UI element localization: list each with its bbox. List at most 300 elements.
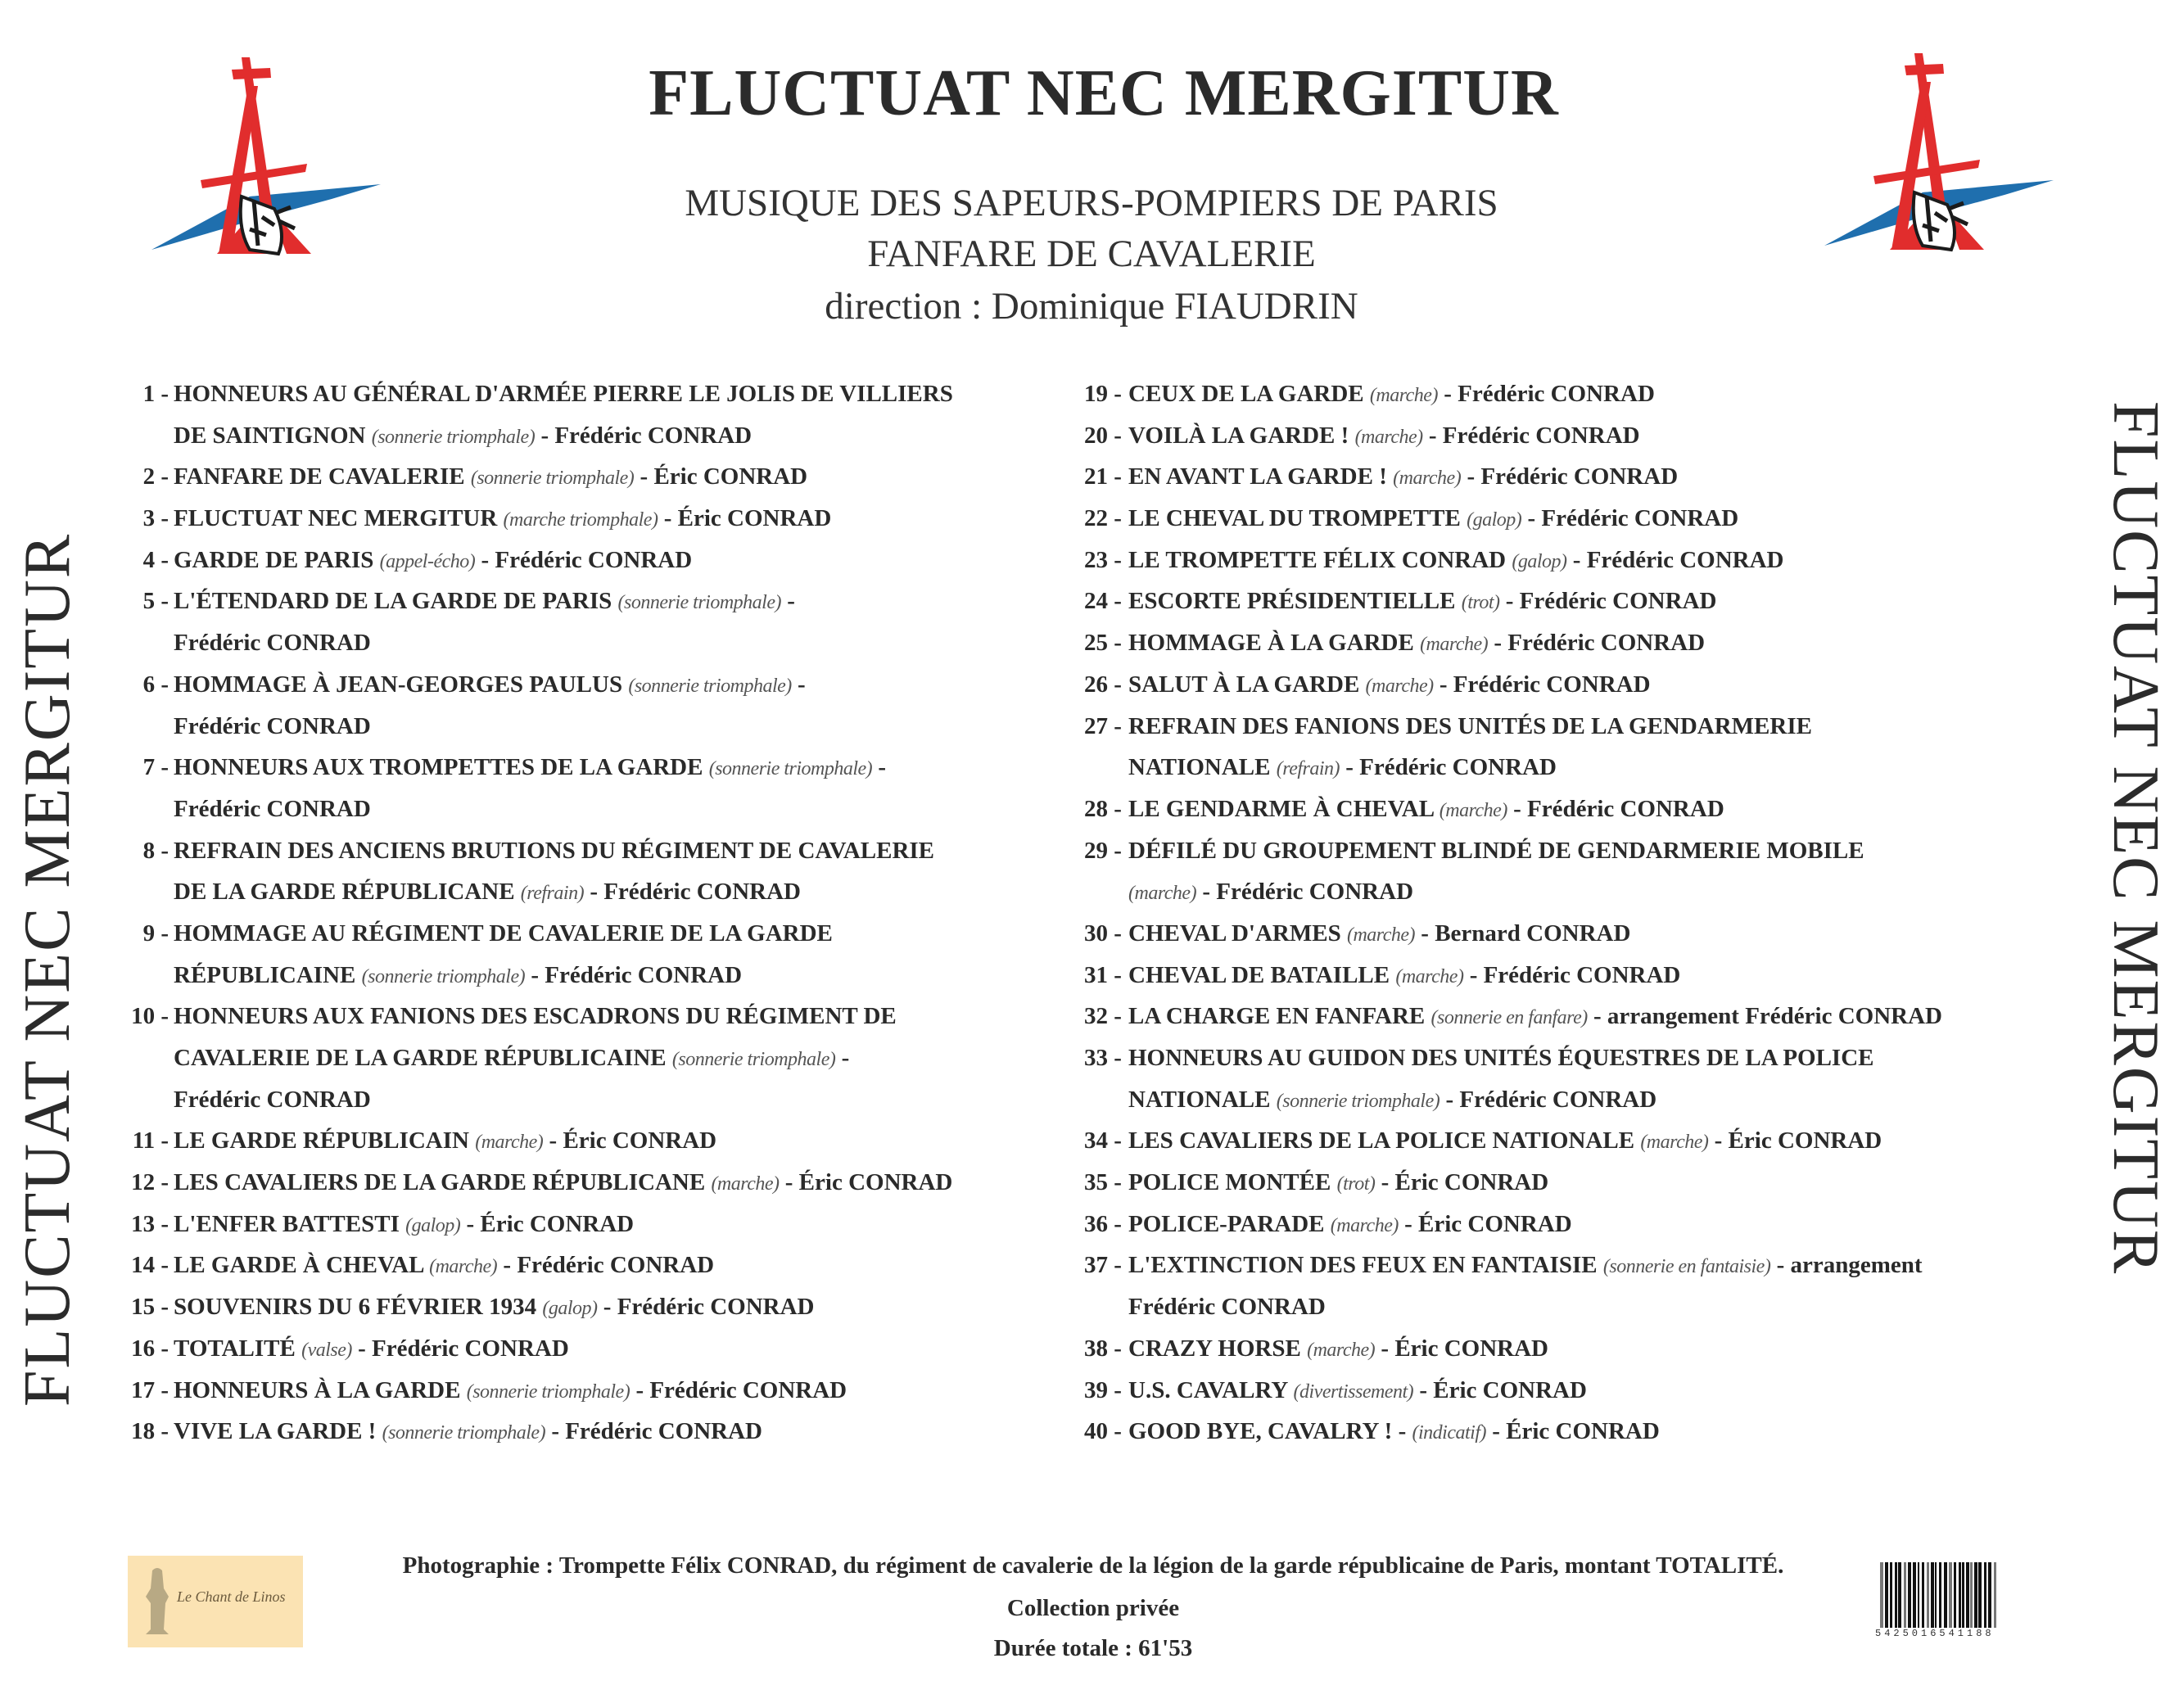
track-number: 30 -: [1084, 920, 1122, 947]
track-text: [1128, 1328, 1548, 1371]
track-title: LE GENDARME À CHEVAL: [1128, 795, 1440, 822]
track-line: [115, 581, 1048, 622]
photo-credit: Photographie : Trompette Félix CONRAD, du régiment de cavalerie de la légion de la garde républicaine de Paris, montant TOTALITÉ.: [402, 1552, 1784, 1579]
label-logo-text: Le Chant de Linos: [177, 1588, 286, 1605]
track-line-continuation: [115, 955, 1048, 996]
barcode-bar: [1962, 1562, 1964, 1631]
track-title: LE CHEVAL DU TROMPETTE: [1128, 505, 1467, 532]
track-title: SALUT À LA GARDE: [1128, 671, 1366, 698]
track-genre: (marche): [1640, 1132, 1709, 1154]
track-text: [1128, 830, 1864, 872]
track-genre: (refrain): [520, 883, 585, 905]
track-text: [174, 581, 795, 624]
track-genre: (indicatif): [1412, 1422, 1486, 1444]
track-genre: (marche): [1346, 924, 1416, 946]
track-genre: (marche): [1439, 799, 1507, 821]
barcode-bar: [1959, 1562, 1961, 1631]
track-number: 6 -: [142, 671, 169, 698]
track-genre: (marche): [711, 1173, 780, 1195]
barcode-bar: [1931, 1562, 1934, 1631]
barcode-bar: [1974, 1562, 1977, 1631]
track-text: [1128, 622, 1705, 666]
track-title: Frédéric CONRAD: [174, 712, 371, 739]
barcode-bar: [1939, 1562, 1941, 1631]
track-composer: - Éric CONRAD: [634, 463, 808, 490]
track-composer: - Frédéric CONRAD: [597, 1294, 815, 1321]
track-genre: (marche triomphale): [503, 509, 658, 531]
track-title: LES CAVALIERS DE LA POLICE NATIONALE: [1128, 1127, 1641, 1154]
track-composer: - Éric CONRAD: [1708, 1127, 1882, 1154]
album-title: FLUCTUAT NEC MERGITUR: [649, 57, 1559, 129]
track-genre: (valse): [301, 1339, 352, 1361]
track-title: CHEVAL DE BATAILLE: [1128, 961, 1396, 988]
track-title: L'ENFER BATTESTI: [174, 1210, 406, 1237]
track-genre: (sonnerie en fanfare): [1430, 1007, 1588, 1029]
conductor-credit: [0, 282, 2183, 331]
track-line-continuation: [115, 415, 1048, 457]
track-number: 35 -: [1084, 1169, 1122, 1196]
track-genre: (sonnerie triomphale): [382, 1422, 546, 1444]
track-line: [1073, 622, 2039, 664]
track-text: [174, 415, 752, 459]
track-line-continuation: [115, 788, 1048, 830]
track-number: 22 -: [1084, 505, 1122, 532]
conductor-credit-text: direction : Dominique FIAUDRIN: [825, 285, 1358, 328]
track-number: 20 -: [1084, 422, 1122, 449]
track-composer: - Frédéric CONRAD: [584, 879, 801, 906]
track-text: [174, 664, 806, 707]
track-composer: - Éric CONRAD: [1413, 1376, 1587, 1403]
track-genre: (marche): [1330, 1214, 1399, 1236]
track-title: Frédéric CONRAD: [1128, 1294, 1326, 1321]
track-title: LA CHARGE EN FANFARE: [1128, 1003, 1431, 1030]
track-line: [1073, 373, 2039, 415]
track-composer: - Frédéric CONRAD: [1521, 505, 1739, 532]
track-number: 34 -: [1084, 1127, 1122, 1154]
track-composer: - Frédéric CONRAD: [475, 546, 693, 573]
track-text: [1128, 788, 1724, 832]
track-number: 25 -: [1084, 630, 1122, 657]
track-composer: - arrangement: [1770, 1252, 1923, 1279]
track-title: NATIONALE: [1128, 1086, 1277, 1113]
track-composer: - Frédéric CONRAD: [1433, 671, 1651, 698]
track-composer: - Frédéric CONRAD: [525, 961, 743, 988]
track-genre: (marche): [1420, 634, 1489, 656]
track-text: [1128, 996, 1942, 1039]
barcode-bar: [1978, 1562, 1982, 1631]
track-title: LE GARDE RÉPUBLICAIN: [174, 1127, 476, 1154]
track-genre: (sonnerie triomphale): [671, 1049, 836, 1070]
track-number: 3 -: [142, 505, 169, 532]
track-line: [1073, 830, 2039, 872]
track-text: [174, 1120, 716, 1164]
track-line: [115, 913, 1048, 955]
track-composer: - Frédéric CONRAD: [1196, 879, 1414, 906]
track-number: 24 -: [1084, 588, 1122, 615]
track-line: [115, 1162, 1048, 1204]
track-composer: - Frédéric CONRAD: [1507, 795, 1724, 822]
ensemble-name-text: MUSIQUE DES SAPEURS-POMPIERS DE PARIS: [685, 182, 1498, 224]
barcode-bar: [1994, 1562, 1996, 1631]
track-title: LE GARDE À CHEVAL: [174, 1252, 430, 1279]
track-genre: (galop): [1467, 509, 1522, 531]
track-composer: -: [780, 588, 795, 615]
track-text: [174, 1162, 952, 1205]
track-line: [115, 373, 1048, 415]
barcode: [1875, 1562, 2047, 1641]
ensemble-subtitle: [0, 229, 2183, 278]
track-line-continuation: [115, 1037, 1048, 1079]
track-title: HONNEURS AUX TROMPETTES DE LA GARDE: [174, 754, 709, 781]
track-title: REFRAIN DES ANCIENS BRUTIONS DU RÉGIMENT DE CAVALERIE: [174, 837, 935, 864]
track-line-continuation: [115, 1079, 1048, 1121]
track-line: [1073, 540, 2039, 581]
track-genre: (marche): [1369, 385, 1438, 406]
track-line: [1073, 1162, 2039, 1204]
track-number: 29 -: [1084, 837, 1122, 864]
track-text: [174, 373, 953, 415]
track-title: L'EXTINCTION DES FEUX EN FANTAISIE: [1128, 1252, 1603, 1279]
track-line: [1073, 706, 2039, 748]
barcode-bar: [1935, 1562, 1937, 1631]
track-line: [115, 996, 1048, 1037]
track-title: LE TROMPETTE FÉLIX CONRAD: [1128, 546, 1512, 573]
track-number: 23 -: [1084, 546, 1122, 573]
track-text: [174, 706, 371, 748]
track-line: [115, 498, 1048, 540]
track-text: [1128, 415, 1640, 459]
track-line: [115, 1204, 1048, 1245]
track-genre: (marche): [1395, 965, 1464, 987]
track-line: [1073, 1411, 2039, 1453]
statue-figure-icon: [141, 1564, 174, 1638]
track-line-continuation: [1073, 747, 2039, 788]
track-line-continuation: [115, 706, 1048, 748]
track-composer: - arrangement Frédéric CONRAD: [1587, 1003, 1942, 1030]
track-number: 40 -: [1084, 1418, 1122, 1445]
track-line-continuation: [115, 871, 1048, 913]
track-genre: (sonnerie triomphale): [708, 758, 873, 780]
track-line: [115, 830, 1048, 872]
track-line: [115, 1245, 1048, 1286]
track-title: POLICE MONTÉE: [1128, 1169, 1337, 1196]
track-composer: - Éric CONRAD: [1375, 1169, 1549, 1196]
track-text: [174, 540, 692, 583]
track-text: [1128, 1204, 1572, 1247]
track-text: [174, 996, 897, 1037]
barcode-digits: 5425016541188: [1875, 1628, 2047, 1639]
track-line-continuation: [1073, 1286, 2039, 1328]
track-title: CAVALERIE DE LA GARDE RÉPUBLICAINE: [174, 1045, 672, 1071]
track-title: HONNEURS À LA GARDE: [174, 1376, 467, 1403]
track-genre: (marche): [1365, 675, 1434, 697]
track-line: [1073, 996, 2039, 1037]
track-number: 11 -: [132, 1127, 169, 1154]
track-composer: - Éric CONRAD: [779, 1169, 953, 1196]
track-composer: -: [791, 671, 806, 698]
track-number: 32 -: [1084, 1003, 1122, 1030]
track-genre: (galop): [405, 1214, 461, 1236]
track-title: EN AVANT LA GARDE !: [1128, 463, 1394, 490]
track-text: [174, 622, 371, 664]
track-composer: - Frédéric CONRAD: [1566, 546, 1784, 573]
barcode-bars-icon: [1875, 1562, 2047, 1631]
barcode-bar: [1954, 1562, 1956, 1631]
track-genre: (marche): [1307, 1339, 1376, 1361]
track-line: [1073, 1204, 2039, 1245]
track-text: [1128, 955, 1680, 998]
barcode-bar: [1890, 1562, 1892, 1631]
track-text: [1128, 747, 1557, 790]
track-number: 37 -: [1084, 1252, 1122, 1279]
track-genre: (trot): [1461, 592, 1500, 614]
track-genre: (galop): [542, 1298, 598, 1320]
track-text: [1128, 1245, 1923, 1288]
track-text: [1128, 1079, 1656, 1123]
track-number: 36 -: [1084, 1210, 1122, 1237]
track-number: 16 -: [131, 1335, 169, 1362]
track-title: TOTALITÉ: [174, 1335, 302, 1362]
track-title: GARDE DE PARIS: [174, 546, 380, 573]
track-title: HONNEURS AU GÉNÉRAL D'ARMÉE PIERRE LE JOLIS DE VILLIERS: [174, 381, 953, 407]
track-line: [1073, 1328, 2039, 1370]
spine-title-right: FLUCTUAT NEC MERGITUR: [2099, 401, 2172, 1276]
track-composer: - Éric CONRAD: [658, 505, 832, 532]
track-title: FANFARE DE CAVALERIE: [174, 463, 471, 490]
barcode-bar: [1904, 1562, 1906, 1631]
track-number: 12 -: [131, 1169, 169, 1196]
track-composer: - Frédéric CONRAD: [351, 1335, 569, 1362]
track-genre: (sonnerie triomphale): [371, 426, 536, 448]
tracklist-right: [1073, 373, 2039, 1453]
spine-title-left: FLUCTUAT NEC MERGITUR: [11, 532, 84, 1407]
track-title: HOMMAGE À LA GARDE: [1128, 630, 1421, 657]
track-title: POLICE-PARADE: [1128, 1210, 1331, 1237]
track-genre: (marche): [475, 1132, 544, 1154]
track-line: [1073, 1245, 2039, 1286]
track-line: [115, 540, 1048, 581]
track-line: [115, 1411, 1048, 1453]
track-title: HOMMAGE À JEAN-GEORGES PAULUS: [174, 671, 629, 698]
track-title: CEUX DE LA GARDE: [1128, 381, 1370, 407]
track-title: Frédéric CONRAD: [174, 630, 371, 657]
barcode-bar: [1966, 1562, 1969, 1631]
barcode-bar: [1927, 1562, 1929, 1631]
track-number: 14 -: [131, 1252, 169, 1279]
track-number: 8 -: [142, 837, 169, 864]
barcode-bar: [1922, 1562, 1924, 1631]
track-line-continuation: [1073, 1079, 2039, 1121]
track-composer: - Frédéric CONRAD: [497, 1252, 715, 1279]
track-text: [174, 1286, 814, 1330]
track-text: [1128, 498, 1738, 541]
track-text: [174, 788, 371, 830]
track-genre: (sonnerie triomphale): [466, 1380, 630, 1403]
total-duration: Durée totale : 61'53: [993, 1635, 1193, 1661]
track-line-continuation: [115, 622, 1048, 664]
track-text: [1128, 1411, 1660, 1454]
tracklist-left: [115, 373, 1048, 1453]
track-title: LES CAVALIERS DE LA GARDE RÉPUBLICANE: [174, 1169, 712, 1196]
track-composer: - Frédéric CONRAD: [1499, 588, 1717, 615]
track-genre: (sonnerie triomphale): [617, 592, 781, 614]
track-genre: (galop): [1512, 550, 1567, 572]
track-line: [115, 1328, 1048, 1370]
track-genre: (marche): [1128, 883, 1197, 905]
track-number: 19 -: [1084, 381, 1122, 407]
track-composer: -: [872, 754, 887, 781]
track-line: [1073, 1037, 2039, 1079]
track-composer: - Frédéric CONRAD: [630, 1376, 847, 1403]
barcode-bar: [1908, 1562, 1911, 1631]
track-title: HONNEURS AU GUIDON DES UNITÉS ÉQUESTRES DE LA POLICE: [1128, 1045, 1874, 1071]
track-genre: (sonnerie triomphale): [628, 675, 792, 697]
barcode-bar: [1885, 1562, 1888, 1631]
track-line: [1073, 456, 2039, 498]
barcode-bar: [1988, 1562, 1991, 1631]
track-title: L'ÉTENDARD DE LA GARDE DE PARIS: [174, 588, 618, 615]
track-title: Frédéric CONRAD: [174, 1086, 371, 1113]
track-text: [1128, 1286, 1326, 1328]
track-number: 26 -: [1084, 671, 1122, 698]
barcode-bar: [1918, 1562, 1919, 1631]
track-line: [1073, 1370, 2039, 1412]
track-composer: -: [835, 1045, 850, 1071]
track-text: [1128, 1162, 1548, 1205]
track-text: [1128, 581, 1716, 624]
track-composer: - Frédéric CONRAD: [1488, 630, 1706, 657]
track-line: [1073, 1120, 2039, 1162]
track-line: [1073, 498, 2039, 540]
track-title: RÉPUBLICAINE: [174, 961, 362, 988]
track-text: [174, 1079, 371, 1121]
track-composer: - Frédéric CONRAD: [1463, 961, 1681, 988]
track-composer: - Frédéric CONRAD: [1340, 754, 1557, 781]
track-composer: - Frédéric CONRAD: [1437, 381, 1655, 407]
track-text: [1128, 456, 1678, 499]
track-line: [115, 664, 1048, 706]
track-title: U.S. CAVALRY: [1128, 1376, 1294, 1403]
barcode-bar: [1949, 1562, 1952, 1631]
track-title: GOOD BYE, CAVALRY ! -: [1128, 1418, 1412, 1445]
track-title: HONNEURS AUX FANIONS DES ESCADRONS DU RÉGIMENT DE: [174, 1003, 897, 1030]
track-title: Frédéric CONRAD: [174, 795, 371, 822]
barcode-bar: [1970, 1562, 1973, 1631]
track-line: [1073, 581, 2039, 622]
track-number: 38 -: [1084, 1335, 1122, 1362]
track-title: HOMMAGE AU RÉGIMENT DE CAVALERIE DE LA GARDE: [174, 920, 833, 947]
barcode-bar: [1880, 1562, 1883, 1631]
track-composer: - Bernard CONRAD: [1415, 920, 1631, 947]
track-number: 33 -: [1084, 1045, 1122, 1071]
track-number: 4 -: [142, 546, 169, 573]
track-genre: (sonnerie triomphale): [361, 965, 526, 987]
track-line-continuation: [1073, 871, 2039, 913]
track-number: 17 -: [131, 1376, 169, 1403]
collection-note: Collection privée: [1006, 1595, 1180, 1621]
track-text: [174, 1245, 714, 1288]
track-text: [174, 1037, 849, 1081]
track-title: NATIONALE: [1128, 754, 1277, 781]
track-composer: - Éric CONRAD: [1375, 1335, 1548, 1362]
track-title: VIVE LA GARDE !: [174, 1418, 382, 1445]
track-number: 21 -: [1084, 463, 1122, 490]
track-genre: (marche): [429, 1256, 498, 1278]
track-line: [1073, 788, 2039, 830]
track-title: SOUVENIRS DU 6 FÉVRIER 1934: [174, 1294, 543, 1321]
track-genre: (refrain): [1276, 758, 1340, 780]
track-number: 18 -: [131, 1418, 169, 1445]
track-title: DE SAINTIGNON: [174, 422, 372, 449]
track-composer: - Frédéric CONRAD: [1422, 422, 1640, 449]
track-genre: (sonnerie triomphale): [470, 468, 635, 490]
track-line: [1073, 415, 2039, 457]
ensemble-name: [0, 178, 2183, 228]
track-text: [1128, 1037, 1874, 1079]
track-genre: (appel-écho): [379, 550, 476, 572]
track-number: 13 -: [131, 1210, 169, 1237]
track-text: [174, 871, 801, 915]
track-genre: (marche): [1354, 426, 1423, 448]
track-genre: (marche): [1393, 468, 1462, 490]
track-text: [1128, 1120, 1882, 1164]
track-line: [115, 1370, 1048, 1412]
barcode-bar: [1898, 1562, 1901, 1631]
track-composer: - Frédéric CONRAD: [535, 422, 753, 449]
track-title: DÉFILÉ DU GROUPEMENT BLINDÉ DE GENDARMERIE MOBILE: [1128, 837, 1864, 864]
track-number: 9 -: [142, 920, 169, 947]
track-text: [174, 1411, 762, 1454]
track-title: CHEVAL D'ARMES: [1128, 920, 1347, 947]
ensemble-subtitle-text: FANFARE DE CAVALERIE: [867, 233, 1316, 275]
track-text: [1128, 540, 1783, 583]
track-line: [115, 747, 1048, 788]
track-text: [174, 830, 934, 872]
track-text: [1128, 706, 1812, 748]
track-number: 28 -: [1084, 795, 1122, 822]
track-text: [174, 1370, 847, 1413]
track-title: CRAZY HORSE: [1128, 1335, 1308, 1362]
track-line: [1073, 664, 2039, 706]
track-composer: - Frédéric CONRAD: [1461, 463, 1679, 490]
track-text: [1128, 664, 1651, 707]
track-text: [1128, 373, 1655, 417]
track-text: [1128, 1370, 1587, 1413]
track-number: 31 -: [1084, 961, 1122, 988]
track-genre: (divertissement): [1293, 1380, 1414, 1403]
track-title: DE LA GARDE RÉPUBLICANE: [174, 879, 521, 906]
track-number: 15 -: [131, 1294, 169, 1321]
track-text: [174, 1328, 569, 1371]
track-composer: - Éric CONRAD: [1398, 1210, 1572, 1237]
track-text: [174, 913, 833, 955]
barcode-bar: [1984, 1562, 1986, 1631]
track-composer: - Frédéric CONRAD: [1440, 1086, 1657, 1113]
track-composer: - Frédéric CONRAD: [545, 1418, 762, 1445]
track-composer: - Éric CONRAD: [543, 1127, 717, 1154]
track-title: ESCORTE PRÉSIDENTIELLE: [1128, 588, 1462, 615]
track-line: [1073, 955, 2039, 996]
track-text: [174, 456, 807, 499]
track-genre: (trot): [1336, 1173, 1376, 1195]
track-text: [1128, 871, 1413, 915]
track-number: 1 -: [142, 381, 169, 407]
track-number: 7 -: [142, 754, 169, 781]
track-number: 5 -: [142, 588, 169, 615]
barcode-bar: [1913, 1562, 1916, 1631]
track-number: 27 -: [1084, 712, 1122, 739]
track-number: 39 -: [1084, 1376, 1122, 1403]
